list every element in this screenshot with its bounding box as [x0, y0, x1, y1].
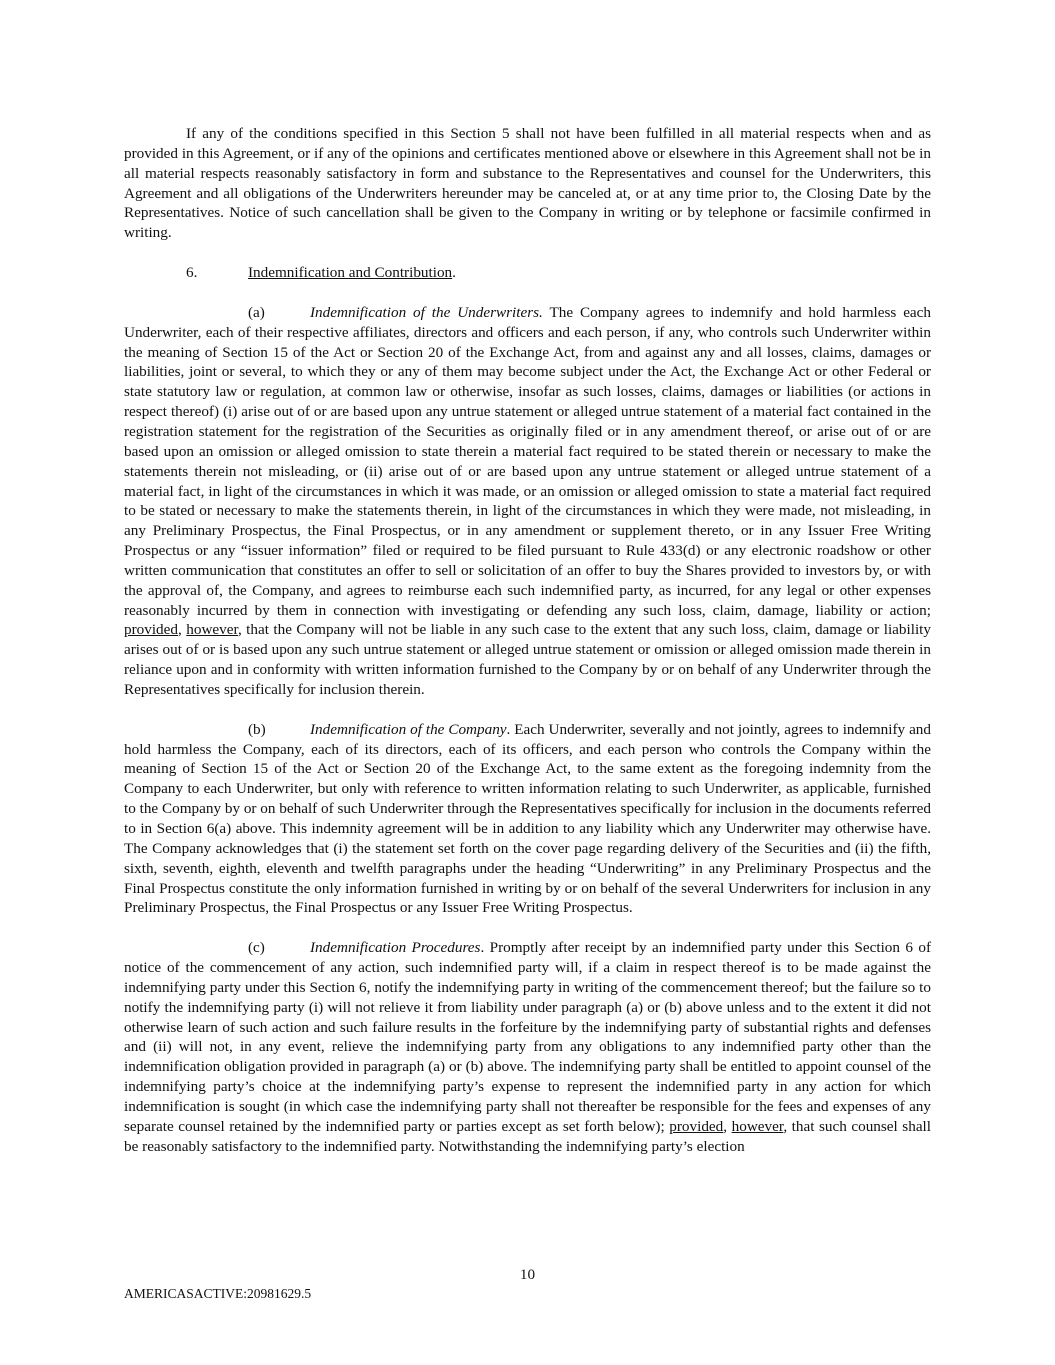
paragraph-label: (c) [248, 939, 265, 957]
however-term: however [186, 621, 238, 639]
paragraph-6c [124, 938, 931, 1156]
provided-term: provided [124, 621, 178, 639]
paragraph-label: (b) [248, 720, 266, 738]
comma: , [178, 621, 187, 639]
paragraph-section5-cancellation: If any of the conditions specified in this Section 5 shall not have been fulfilled in all material respects when and as provided in this Agreement, or if any of the opinions and certificates mentioned above or elsewhere in this Agreement shall not be in all material respects reasonably satisfactory in form and substance to the Representatives and counsel for the Underwriters, this Agreement and all obligations of the Underwriters hereunder may be canceled at, or at any time prior to, the Closing Date by the Representatives. Notice of such cancellation shall be given to the Company in writing or by telephone or facsimile confirmed in writing. [124, 125, 931, 242]
comma: , [723, 1117, 732, 1135]
section-title-period: . [452, 264, 456, 282]
document-id: AMERICASACTIVE:20981629.5 [124, 1286, 312, 1301]
section-number: 6. [186, 264, 198, 282]
provided-term: provided [669, 1117, 724, 1135]
paragraph-text: . Promptly after receipt by an indemnified party under this Section 6 of notice of the commencement of any action, such indemnified party will, if a claim in respect thereof is to be made against the indemnifying party under this Section 6, notify the indemnifying party in writing of the commencement thereof; but the failure so to notify the indemnifying party (i) will not relieve it from liability under paragraph (a) or (b) above unless and to the extent it did not otherwise learn of such action and such failure results in the forfeiture by the indemnifying party of substantial rights and defenses and (ii) will not, in any event, relieve the indemnifying party from any obligations to any indemnified party other than the indemnification obligation provided in paragraph (a) or (b) above. The indemnifying party shall be entitled to appoint counsel of the indemnifying party’s choice at the indemnifying party’s expense to represent the indemnified party in any action for which indemnification is sought (in which case the indemnifying party shall not thereafter be responsible for the fees and expenses of any separate counsel retained by the indemnified party or parties except as set forth below); [124, 939, 931, 1135]
paragraph-text: The Company agrees to indemnify and hold harmless each Underwriter, each of their respective affiliates, directors and officers and each person, if any, who controls such Underwriter within the meaning of Section 15 of the Act or Section 20 of the Exchange Act, from and against any and all losses, claims, damages or liabilities, joint or several, to which they or any of them may become subject under the Act, the Exchange Act or other Federal or state statutory law or regulation, at common law or otherwise, insofar as such losses, claims, damages or liabilities (or actions in respect thereof) (i) arise out of or are based upon any untrue statement or alleged untrue statement of a material fact contained in the registration statement for the registration of the Securities as originally filed or in any amendment thereof, or arise out of or are based upon an omission or alleged omission to state therein a material fact required to be stated therein or necessary to make the statements therein not misleading, or (ii) arise out of or are based upon any untrue statement or alleged untrue statement of a material fact, in light of the circumstances in which it was made, or an omission or alleged omission to state a material fact required to be stated or necessary to make the statements therein, in light of the circumstances in which they were made, not misleading, in any Preliminary Prospectus, the Final Prospectus, or in any amendment or supplement thereto, or in any Issuer Free Writing Prospectus or any “issuer information” filed or required to be filed pursuant to Rule 433(d) or any electronic roadshow or other written communication that constitutes an offer to sell or solicitation of an offer to buy the Shares provided to investors by, or with the approval of, the Company, and agrees to reimburse each such indemnified party, as incurred, for any legal or other expenses reasonably incurred by them in connection with investigating or defending any such loss, claim, damage, liability or action; [124, 303, 932, 619]
section-title: Indemnification and Contribution [248, 264, 453, 282]
paragraph-text-cont: , that the Company will not be liable in any such case to the extent that any such loss, claim, damage or liability arises out of or is based upon any such untrue statement or alleged untrue statement or omission or alleged omission made therein in reliance upon and in conformity with written information furnished to the Company by or on behalf of any Underwriter through the Representatives specifically for inclusion therein. [124, 621, 931, 698]
paragraph-6b [124, 720, 931, 918]
paragraph-label: (a) [248, 303, 265, 321]
paragraph-title: Indemnification of the Underwriters. [310, 303, 543, 321]
paragraph-text: . Each Underwriter, severally and not jointly, agrees to indemnify and hold harmless the Company, each of its directors, each of its officers, and each person who controls the Company within the meaning of Section 15 of the Act or Section 20 of the Exchange Act, to the same extent as the foregoing indemnity from the Company to each Underwriter, but only with reference to written information relating to such Underwriter, as applicable, furnished to the Company by or on behalf of such Underwriter through the Representatives specifically for inclusion in the documents referred to in Section 6(a) above. This indemnity agreement will be in addition to any liability which any Underwriter may otherwise have. The Company acknowledges that (i) the statement set forth on the cover page regarding delivery of the Securities and (ii) the fifth, sixth, seventh, eighth, eleventh and twelfth paragraphs under the heading “Underwriting” in any Preliminary Prospectus and the Final Prospectus constitute the only information furnished in writing by or on behalf of the several Underwriters for inclusion in any Preliminary Prospectus, the Final Prospectus or any Issuer Free Writing Prospectus. [124, 720, 931, 917]
page-number: 10 [519, 1266, 536, 1283]
document-page [124, 124, 931, 1157]
paragraph-text-cont: , that such counsel shall be reasonably satisfactory to the indemnified party. Notwithstanding the indemnifying party’s election [124, 1117, 931, 1155]
however-term: however [731, 1117, 784, 1135]
paragraph-title: Indemnification of the Company [310, 720, 507, 738]
paragraph-6a [124, 303, 931, 700]
section-6-heading [124, 263, 931, 283]
paragraph-title: Indemnification Procedures [310, 939, 481, 957]
